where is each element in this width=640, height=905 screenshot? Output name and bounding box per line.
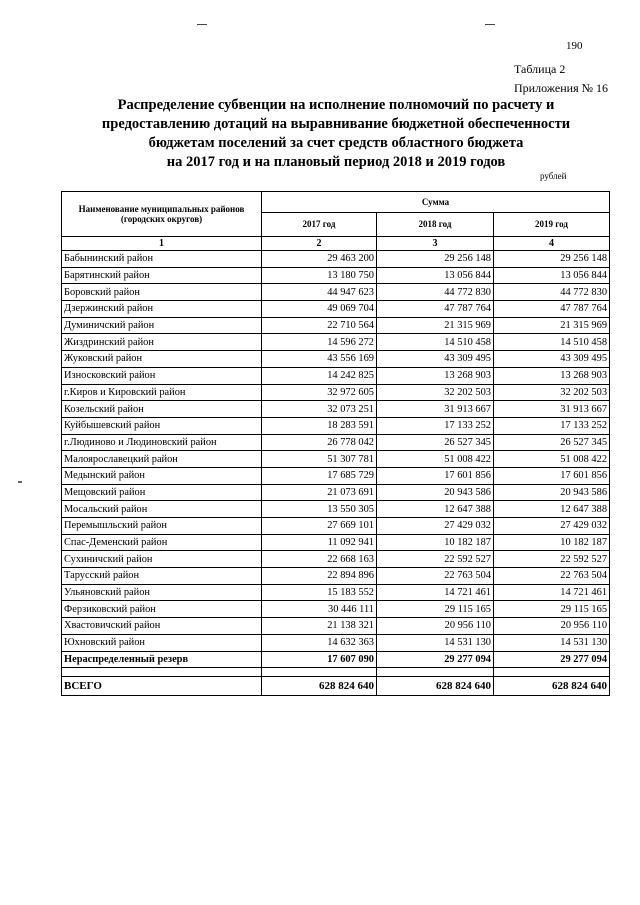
value-2018: 14 531 130	[377, 634, 494, 651]
value-2018: 47 787 764	[377, 301, 494, 318]
total-row	[62, 677, 610, 696]
table-row	[62, 501, 610, 518]
spacer-cell	[262, 668, 377, 677]
value-2017: 14 242 825	[262, 367, 377, 384]
value-2019: 29 277 094	[494, 651, 610, 668]
table-row	[62, 568, 610, 585]
value-2018: 27 429 032	[377, 518, 494, 535]
spacer-cell	[377, 668, 494, 677]
district-name: Малоярославецкий район	[62, 451, 262, 468]
value-2017: 14 596 272	[262, 334, 377, 351]
district-name: Перемышльский район	[62, 518, 262, 535]
district-name: Боровский район	[62, 284, 262, 301]
value-2017: 11 092 941	[262, 534, 377, 551]
table-row	[62, 351, 610, 368]
district-name: Хвастовичский район	[62, 618, 262, 635]
value-2019: 14 531 130	[494, 634, 610, 651]
district-name: Юхновский район	[62, 634, 262, 651]
value-2018: 21 315 969	[377, 317, 494, 334]
table-row	[62, 467, 610, 484]
table-row	[62, 251, 610, 268]
value-2019: 21 315 969	[494, 317, 610, 334]
value-2017: 15 183 552	[262, 584, 377, 601]
district-name: Барятинский район	[62, 267, 262, 284]
value-2019: 17 133 252	[494, 417, 610, 434]
column-index: 4	[494, 237, 610, 251]
value-2018: 13 056 844	[377, 267, 494, 284]
value-2017: 44 947 623	[262, 284, 377, 301]
value-2018: 29 256 148	[377, 251, 494, 268]
table-row	[62, 401, 610, 418]
table-row	[62, 518, 610, 535]
scan-mark	[18, 481, 22, 483]
district-name: Ульяновский район	[62, 584, 262, 601]
table-ref-line: Таблица 2	[514, 62, 566, 76]
district-name: г.Людиново и Людиновский район	[62, 434, 262, 451]
value-2019: 14 510 458	[494, 334, 610, 351]
table-row	[62, 317, 610, 334]
value-2018: 20 943 586	[377, 484, 494, 501]
table-row	[62, 484, 610, 501]
value-2018: 14 721 461	[377, 584, 494, 601]
value-2019: 13 268 903	[494, 367, 610, 384]
district-name: Нераспределенный резерв	[62, 651, 262, 668]
document-title	[62, 96, 610, 172]
value-2017: 29 463 200	[262, 251, 377, 268]
value-2019: 20 943 586	[494, 484, 610, 501]
district-name: Козельский район	[62, 401, 262, 418]
column-index: 3	[377, 237, 494, 251]
value-2019: 14 721 461	[494, 584, 610, 601]
value-2019: 17 601 856	[494, 467, 610, 484]
table-row	[62, 384, 610, 401]
year-header-2019: 2019 год	[494, 212, 610, 236]
value-2018: 13 268 903	[377, 367, 494, 384]
subsidy-table	[61, 191, 610, 696]
value-2017: 17 685 729	[262, 467, 377, 484]
sum-column-header: Сумма	[262, 192, 610, 213]
table-row	[62, 417, 610, 434]
year-header-2018: 2018 год	[377, 212, 494, 236]
table-row	[62, 284, 610, 301]
column-index: 2	[262, 237, 377, 251]
value-2018: 29 277 094	[377, 651, 494, 668]
district-name: Дзержинский район	[62, 301, 262, 318]
value-2017: 22 668 163	[262, 551, 377, 568]
spacer-row	[62, 668, 610, 677]
value-2017: 18 283 591	[262, 417, 377, 434]
table-row	[62, 584, 610, 601]
value-2017: 13 550 305	[262, 501, 377, 518]
table-row	[62, 434, 610, 451]
value-2018: 44 772 830	[377, 284, 494, 301]
value-2017: 26 778 042	[262, 434, 377, 451]
district-name: г.Киров и Кировский район	[62, 384, 262, 401]
value-2019: 20 956 110	[494, 618, 610, 635]
table-row	[62, 334, 610, 351]
value-2017: 628 824 640	[262, 677, 377, 696]
value-2018: 10 182 187	[377, 534, 494, 551]
scan-mark	[197, 24, 207, 25]
title-line: Распределение субвенции на исполнение полномочий по расчету и	[117, 97, 555, 113]
value-2018: 628 824 640	[377, 677, 494, 696]
value-2018: 17 133 252	[377, 417, 494, 434]
district-name: Тарусский район	[62, 568, 262, 585]
title-line: бюджетам поселений за счет средств областного бюджета	[148, 135, 524, 151]
district-name: Думиничский район	[62, 317, 262, 334]
value-2019: 51 008 422	[494, 451, 610, 468]
value-2017: 30 446 111	[262, 601, 377, 618]
table-reference	[514, 60, 608, 98]
value-2017: 49 069 704	[262, 301, 377, 318]
value-2017: 21 138 321	[262, 618, 377, 635]
name-column-header: Наименование муниципальных районов (городских округов)	[62, 192, 262, 237]
table-row	[62, 451, 610, 468]
district-name: Медынский район	[62, 467, 262, 484]
value-2018: 17 601 856	[377, 467, 494, 484]
value-2019: 10 182 187	[494, 534, 610, 551]
title-line: предоставлению дотаций на выравнивание бюджетной обеспеченности	[101, 116, 571, 132]
value-2019: 43 309 495	[494, 351, 610, 368]
district-name: Ферзиковский район	[62, 601, 262, 618]
title-line: на 2017 год и на плановый период 2018 и 2019 годов	[166, 154, 506, 170]
value-2018: 32 202 503	[377, 384, 494, 401]
units-label: рублей	[540, 171, 567, 181]
district-name: Износковский район	[62, 367, 262, 384]
value-2019: 628 824 640	[494, 677, 610, 696]
value-2019: 12 647 388	[494, 501, 610, 518]
value-2018: 31 913 667	[377, 401, 494, 418]
value-2019: 29 256 148	[494, 251, 610, 268]
value-2018: 43 309 495	[377, 351, 494, 368]
value-2018: 12 647 388	[377, 501, 494, 518]
value-2017: 14 632 363	[262, 634, 377, 651]
value-2017: 32 972 605	[262, 384, 377, 401]
value-2019: 22 592 527	[494, 551, 610, 568]
value-2017: 21 073 691	[262, 484, 377, 501]
spacer-cell	[494, 668, 610, 677]
value-2019: 47 787 764	[494, 301, 610, 318]
value-2019: 29 115 165	[494, 601, 610, 618]
district-name: Мещовский район	[62, 484, 262, 501]
value-2019: 27 429 032	[494, 518, 610, 535]
spacer-cell	[62, 668, 262, 677]
table-row	[62, 367, 610, 384]
table-row	[62, 267, 610, 284]
district-name: ВСЕГО	[62, 677, 262, 696]
district-name: Сухиничский район	[62, 551, 262, 568]
value-2017: 32 073 251	[262, 401, 377, 418]
table-row	[62, 551, 610, 568]
value-2017: 51 307 781	[262, 451, 377, 468]
district-name: Жуковский район	[62, 351, 262, 368]
value-2018: 51 008 422	[377, 451, 494, 468]
page-number: 190	[566, 40, 583, 52]
value-2019: 22 763 504	[494, 568, 610, 585]
value-2019: 31 913 667	[494, 401, 610, 418]
value-2018: 14 510 458	[377, 334, 494, 351]
district-name: Куйбышевский район	[62, 417, 262, 434]
table-row	[62, 534, 610, 551]
column-index-row	[62, 237, 610, 251]
value-2019: 26 527 345	[494, 434, 610, 451]
value-2019: 13 056 844	[494, 267, 610, 284]
value-2017: 17 607 090	[262, 651, 377, 668]
table-ref-line: Приложения № 16	[514, 81, 609, 95]
value-2018: 22 763 504	[377, 568, 494, 585]
district-name: Бабынинский район	[62, 251, 262, 268]
district-name: Жиздринский район	[62, 334, 262, 351]
value-2019: 44 772 830	[494, 284, 610, 301]
value-2017: 22 894 896	[262, 568, 377, 585]
district-name: Мосальский район	[62, 501, 262, 518]
column-index: 1	[62, 237, 262, 251]
table-row	[62, 634, 610, 651]
value-2018: 29 115 165	[377, 601, 494, 618]
value-2017: 13 180 750	[262, 267, 377, 284]
value-2017: 22 710 564	[262, 317, 377, 334]
value-2018: 26 527 345	[377, 434, 494, 451]
reserve-row	[62, 651, 610, 668]
scan-mark	[485, 24, 495, 25]
value-2017: 27 669 101	[262, 518, 377, 535]
value-2018: 22 592 527	[377, 551, 494, 568]
table-row	[62, 618, 610, 635]
table-row	[62, 301, 610, 318]
year-header-2017: 2017 год	[262, 212, 377, 236]
table-row	[62, 601, 610, 618]
value-2019: 32 202 503	[494, 384, 610, 401]
value-2018: 20 956 110	[377, 618, 494, 635]
value-2017: 43 556 169	[262, 351, 377, 368]
district-name: Спас-Деменский район	[62, 534, 262, 551]
